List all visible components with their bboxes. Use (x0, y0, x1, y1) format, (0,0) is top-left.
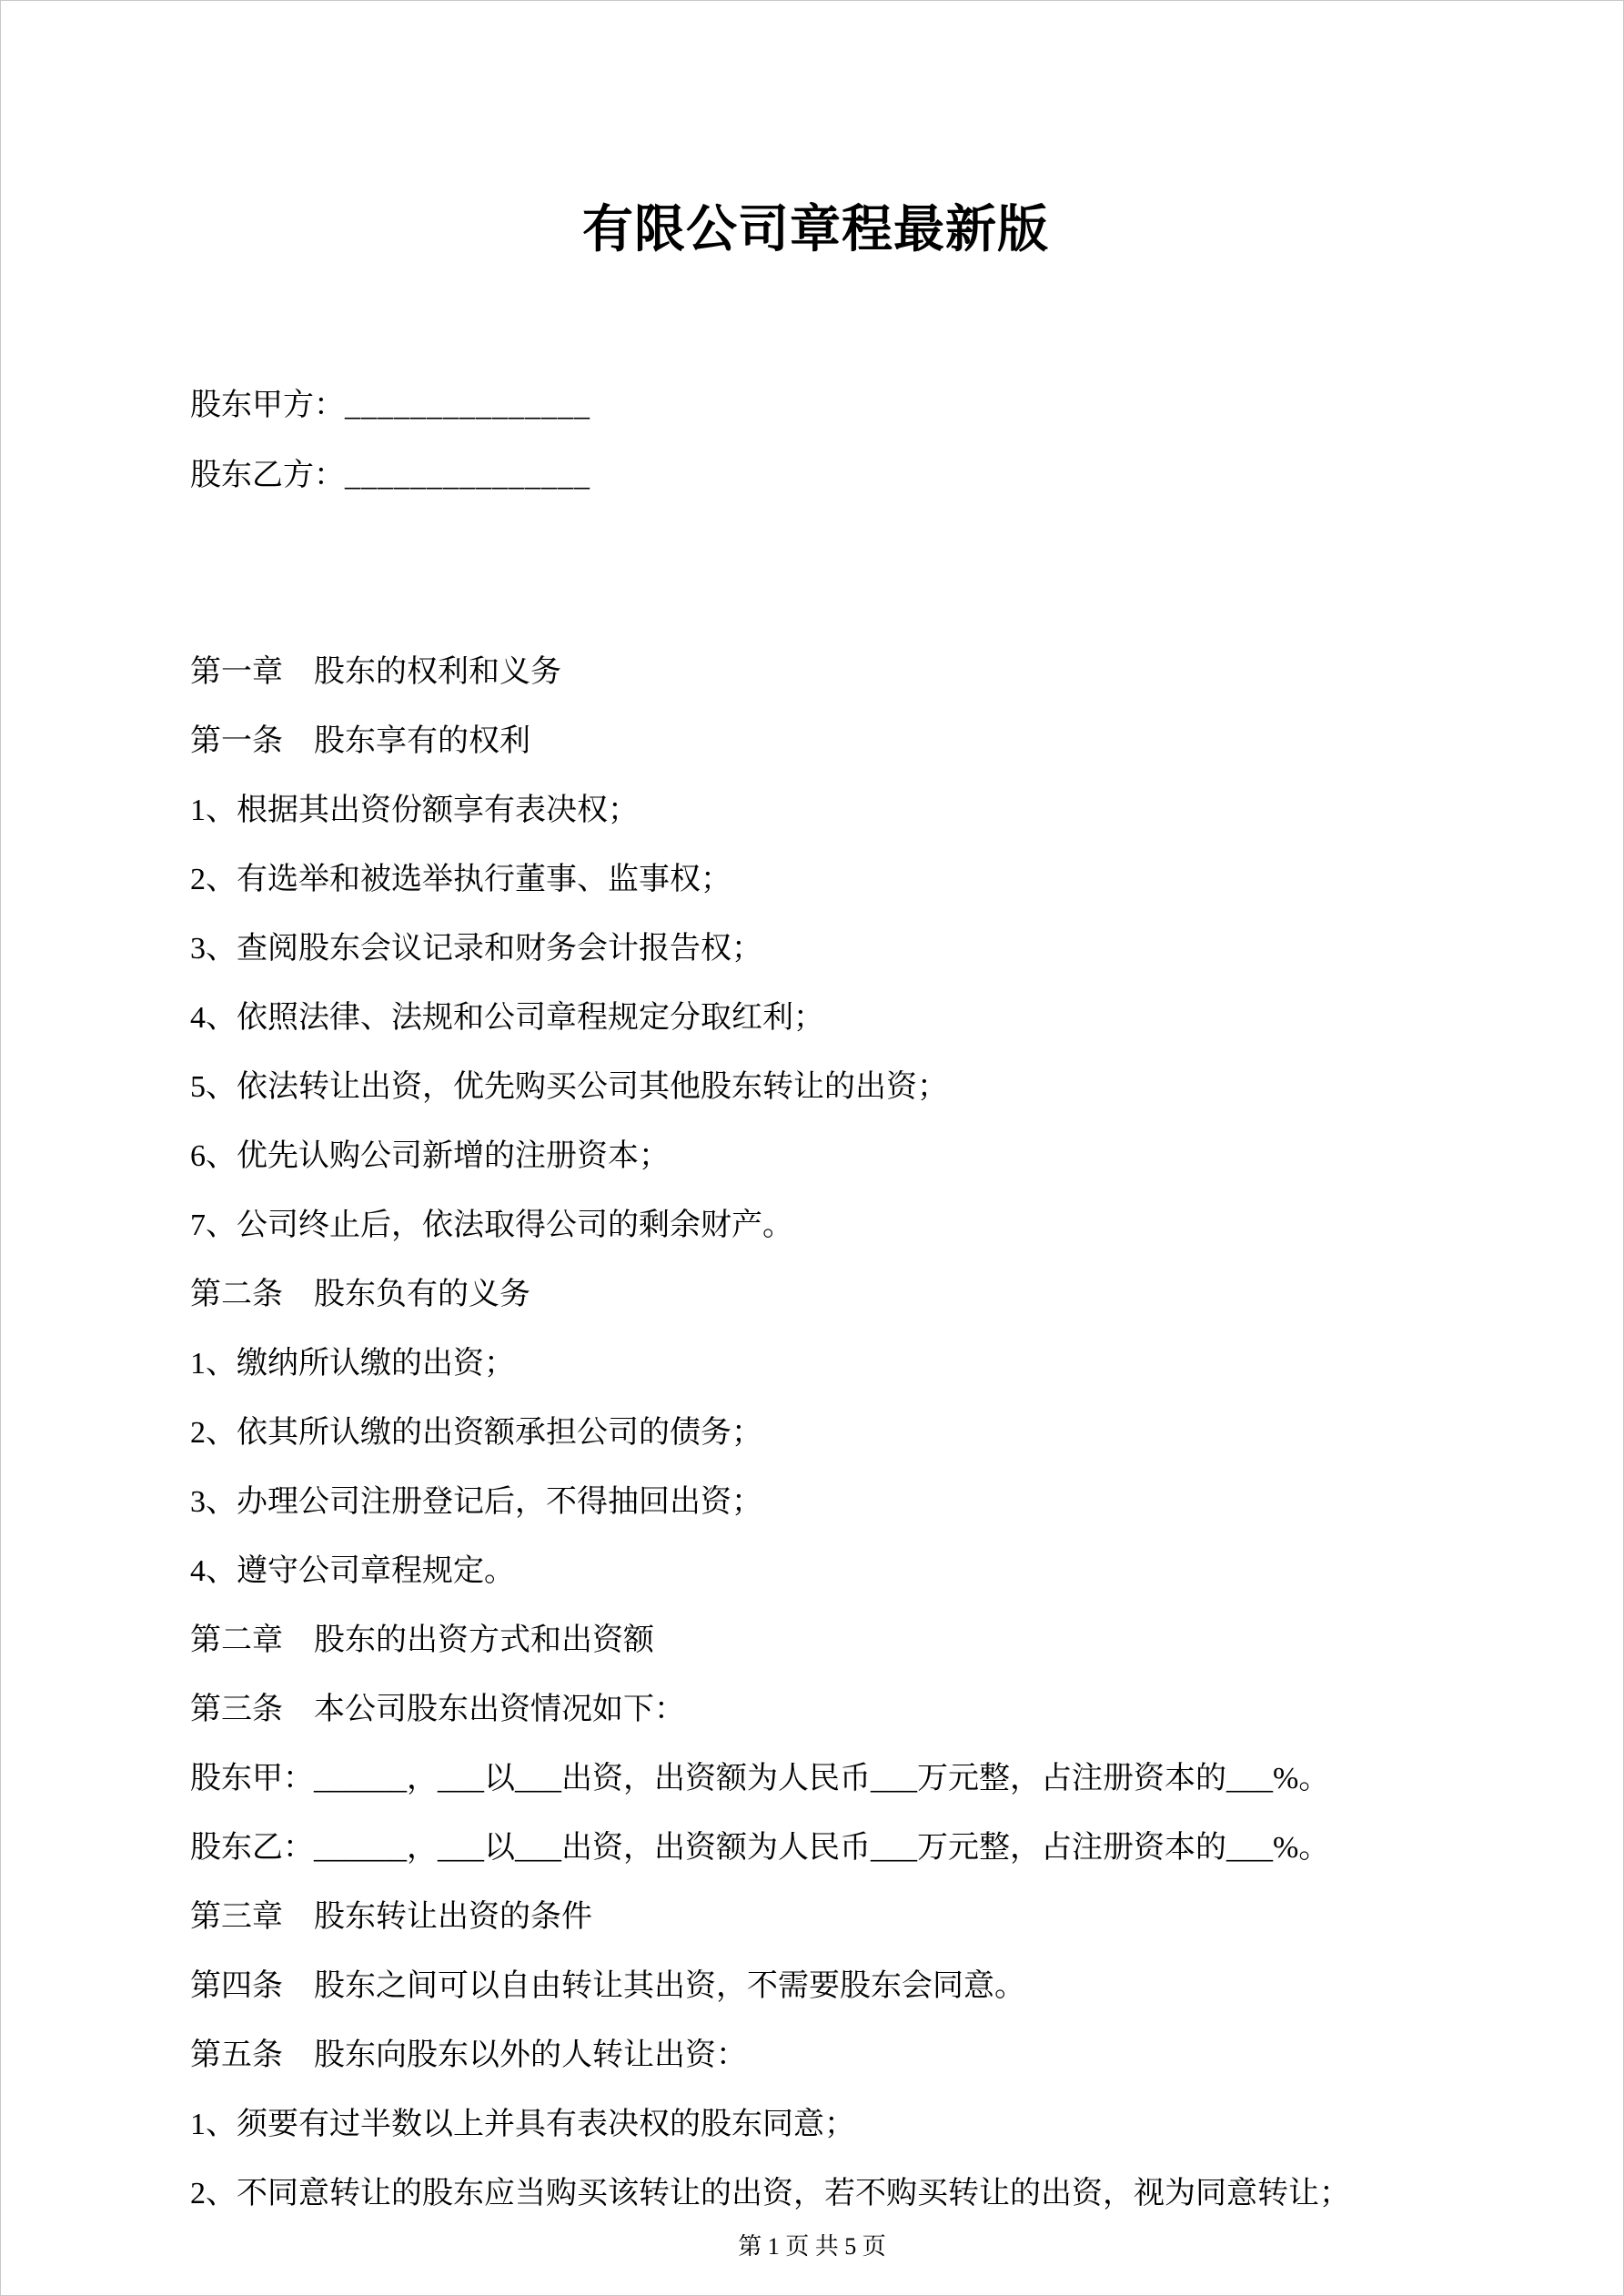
list-item: 2、有选举和被选举执行董事、监事权； (190, 863, 731, 896)
party-a-blank: _______________ (345, 389, 590, 422)
document-content (1, 1, 1623, 2229)
party-a-label: 股东甲方： (190, 389, 345, 422)
list-item: 7、公司终止后，依法取得公司的剩余财产。 (190, 1209, 793, 1242)
list-item: 2、依其所认缴的出资额承担公司的债务； (190, 1416, 762, 1450)
parties-block (190, 370, 1441, 511)
list-item: 1、根据其出资份额享有表决权； (190, 794, 639, 827)
list-item: 2、不同意转让的股东应当购买该转让的出资，若不购买转让的出资，视为同意转让； (190, 2177, 1350, 2210)
article-heading: 第二条 股东负有的义务 (190, 1278, 530, 1311)
shareholder-b-contribution-line: 股东乙：______，___以___出资，出资额为人民币___万元整，占注册资本的___%。 (190, 1831, 1330, 1865)
list-item: 1、缴纳所认缴的出资； (190, 1347, 515, 1381)
list-item: 1、须要有过半数以上并具有表决权的股东同意； (190, 2108, 855, 2141)
page-number-footer: 第 1 页 共 5 页 (738, 2233, 886, 2260)
chapter-heading: 第一章 股东的权利和义务 (190, 655, 561, 689)
party-b-blank: _______________ (345, 459, 590, 492)
party-b-label: 股东乙方： (190, 459, 345, 492)
party-b-line (190, 440, 1441, 511)
shareholder-a-contribution-line: 股东甲：______，___以___出资，出资额为人民币___万元整，占注册资本的___%。 (190, 1762, 1330, 1795)
chapter-heading: 第二章 股东的出资方式和出资额 (190, 1623, 654, 1657)
list-item: 3、办理公司注册登记后，不得抽回出资； (190, 1485, 762, 1519)
article-heading: 第一条 股东享有的权利 (190, 724, 530, 758)
list-item: 3、查阅股东会议记录和财务会计报告权； (190, 932, 762, 966)
chapter-heading: 第三章 股东转让出资的条件 (190, 1900, 592, 1934)
list-item: 5、依法转让出资，优先购买公司其他股东转让的出资； (190, 1070, 948, 1104)
party-a-line (190, 370, 1441, 440)
article-heading: 第四条 股东之间可以自由转让其出资，不需要股东会同意。 (190, 1969, 1025, 2003)
document-title: 有限公司章程最新版 (582, 202, 1049, 258)
list-item: 4、依照法律、法规和公司章程规定分取红利； (190, 1001, 824, 1035)
list-item: 4、遵守公司章程规定。 (190, 1554, 515, 1588)
article-heading: 第五条 股东向股东以外的人转让出资： (190, 2038, 747, 2072)
document-body (190, 638, 1441, 2229)
article-heading: 第三条 本公司股东出资情况如下： (190, 1693, 685, 1726)
list-item: 6、优先认购公司新增的注册资本； (190, 1139, 670, 1173)
